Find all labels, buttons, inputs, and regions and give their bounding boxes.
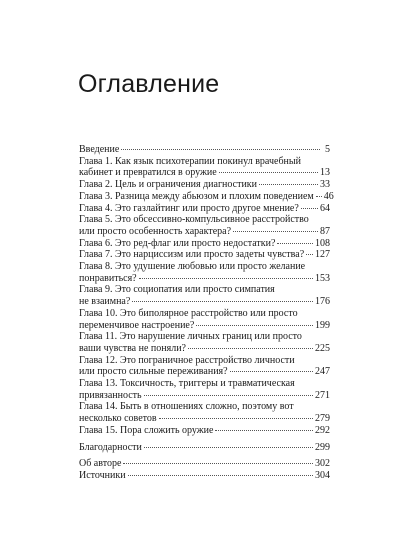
toc-entry[interactable] xyxy=(79,156,330,179)
toc-page-number: 5 xyxy=(325,144,330,155)
dot-leader xyxy=(159,418,313,419)
toc-page-number: 108 xyxy=(315,237,330,249)
toc-entry[interactable] xyxy=(79,378,330,401)
toc-page-number: 176 xyxy=(315,296,330,308)
toc-page-number: 279 xyxy=(315,413,330,425)
dot-leader xyxy=(188,348,313,349)
dot-leader xyxy=(219,172,318,173)
toc-entry-row xyxy=(79,144,330,156)
toc-entry-title-line: Глава 12. Это пограничное расстройство личности xyxy=(79,354,295,366)
toc-entry[interactable] xyxy=(79,203,330,215)
toc-entry[interactable] xyxy=(79,458,330,470)
toc-entry-title-line: несколько советов xyxy=(79,413,157,425)
toc-page-number: 271 xyxy=(315,389,330,401)
toc-entry-row xyxy=(79,390,330,402)
toc-entry-title-line: Глава 4. Это газлайтинг или просто другое мнение? xyxy=(79,202,299,214)
toc-entry[interactable] xyxy=(79,249,330,261)
toc-entry-title-line: Глава 6. Это ред-флаг или просто недостатки? xyxy=(79,237,276,249)
dot-leader xyxy=(121,149,320,150)
dot-leader xyxy=(277,243,313,244)
toc-entry-title-line: или просто особенность характера? xyxy=(79,225,232,237)
toc-page-number: 46 xyxy=(323,190,334,202)
toc-entry-title-line: Глава 1. Как язык психотерапии покинул врачебный xyxy=(79,155,301,167)
toc-entry-title-line: привязанность xyxy=(79,389,142,401)
dot-leader xyxy=(128,475,313,476)
table-of-contents xyxy=(79,144,334,482)
toc-entry[interactable] xyxy=(79,355,330,378)
toc-entry-title-line: Глава 2. Цель и ограничения диагностики xyxy=(79,179,258,191)
toc-page-number: 13 xyxy=(320,167,330,179)
dot-leader xyxy=(215,430,313,431)
toc-entry-title-line: или просто сильные переживания? xyxy=(79,366,228,378)
toc-entry[interactable] xyxy=(79,190,334,203)
toc-entry[interactable] xyxy=(79,238,330,250)
toc-entry-row xyxy=(79,190,334,203)
toc-page-number: 304 xyxy=(315,469,330,481)
dot-leader xyxy=(306,254,313,255)
toc-page-number: 33 xyxy=(320,179,330,191)
toc-entry-row xyxy=(79,203,330,215)
toc-entry-title-line: понравиться? xyxy=(79,272,137,284)
toc-entry[interactable] xyxy=(79,214,330,237)
dot-leader xyxy=(301,208,318,209)
toc-entry-row xyxy=(79,273,330,285)
toc-entry-row xyxy=(79,320,330,332)
toc-entry-row xyxy=(79,238,330,250)
dot-leader xyxy=(123,463,313,464)
toc-entry-row xyxy=(79,249,330,261)
dot-leader xyxy=(144,447,313,448)
toc-entry-row xyxy=(79,425,330,437)
toc-entry-title-line: Благодарности xyxy=(79,441,142,453)
toc-entry-row xyxy=(79,296,330,308)
toc-entry[interactable] xyxy=(79,331,330,354)
toc-entry-title-line: Глава 7. Это нарциссизм или просто задеты чувства? xyxy=(79,249,305,261)
dot-leader xyxy=(132,301,313,302)
toc-entry[interactable] xyxy=(79,425,330,437)
toc-page-number: 225 xyxy=(315,342,330,354)
toc-page-number: 247 xyxy=(315,366,330,378)
toc-page-number: 299 xyxy=(315,441,330,453)
toc-entry-title-line: Глава 10. Это биполярное расстройство или просто xyxy=(79,307,298,319)
toc-entry[interactable] xyxy=(79,261,330,284)
toc-entry-title-line: не взаимна? xyxy=(79,296,131,308)
dot-leader xyxy=(139,278,313,279)
dot-leader xyxy=(233,231,318,232)
toc-entry[interactable] xyxy=(79,308,330,331)
toc-entry[interactable] xyxy=(79,179,330,191)
toc-page-number: 64 xyxy=(320,202,330,214)
dot-leader xyxy=(230,371,313,372)
toc-page-number: 87 xyxy=(320,225,330,237)
toc-page-number: 153 xyxy=(315,272,330,284)
toc-entry[interactable] xyxy=(79,144,330,156)
dot-leader xyxy=(316,196,322,197)
toc-entry-row xyxy=(79,442,330,454)
toc-entry-row xyxy=(79,458,330,470)
toc-entry[interactable] xyxy=(79,442,330,454)
toc-entry[interactable] xyxy=(79,284,330,307)
toc-entry-row xyxy=(79,470,330,482)
toc-entry-title-line: Глава 13. Токсичность, триггеры и травматическая xyxy=(79,378,295,390)
toc-entry[interactable] xyxy=(79,401,330,424)
toc-entry-title-line: Глава 14. Быть в отношениях сложно, поэтому вот xyxy=(79,401,294,413)
toc-entry-title-line: Глава 9. Это социопатия или просто симпатия xyxy=(79,284,275,296)
dot-leader xyxy=(144,395,313,396)
toc-entry-title-line: Глава 8. Это удушение любовью или просто желание xyxy=(79,261,306,273)
toc-entry-title-line: Введение xyxy=(79,144,120,155)
toc-page-number: 302 xyxy=(315,458,330,470)
dot-leader xyxy=(196,325,313,326)
toc-page-number: 199 xyxy=(315,319,330,331)
toc-page-number: 127 xyxy=(315,249,330,261)
toc-entry-title-line: ваши чувства не поняли? xyxy=(79,342,186,354)
toc-page-number: 292 xyxy=(315,424,330,436)
toc-entry-title-line: Глава 11. Это нарушение личных границ или просто xyxy=(79,331,302,343)
toc-entry-row xyxy=(79,343,330,355)
toc-entry-title-line: Глава 15. Пора сложить оружие xyxy=(79,424,214,436)
toc-entry-title-line: кабинет и превратился в оружие xyxy=(79,167,217,179)
toc-entry[interactable] xyxy=(79,470,330,482)
page-title: Оглавление xyxy=(78,70,220,98)
toc-entry-row xyxy=(79,179,330,191)
toc-entry-row xyxy=(79,413,330,425)
toc-entry-title-line: Глава 5. Это обсессивно-компульсивное расстройство xyxy=(79,214,309,226)
toc-entry-title-line: Источники xyxy=(79,469,126,481)
dot-leader xyxy=(259,184,318,185)
toc-entry-title-line: Глава 3. Разница между абьюзом и плохим поведением xyxy=(79,190,314,202)
toc-entry-title-line: Об авторе xyxy=(79,458,122,470)
toc-entry-row xyxy=(79,167,330,179)
toc-entry-title-line: переменчивое настроение? xyxy=(79,319,195,331)
toc-entry-row xyxy=(79,366,330,378)
toc-entry-row xyxy=(79,226,330,238)
